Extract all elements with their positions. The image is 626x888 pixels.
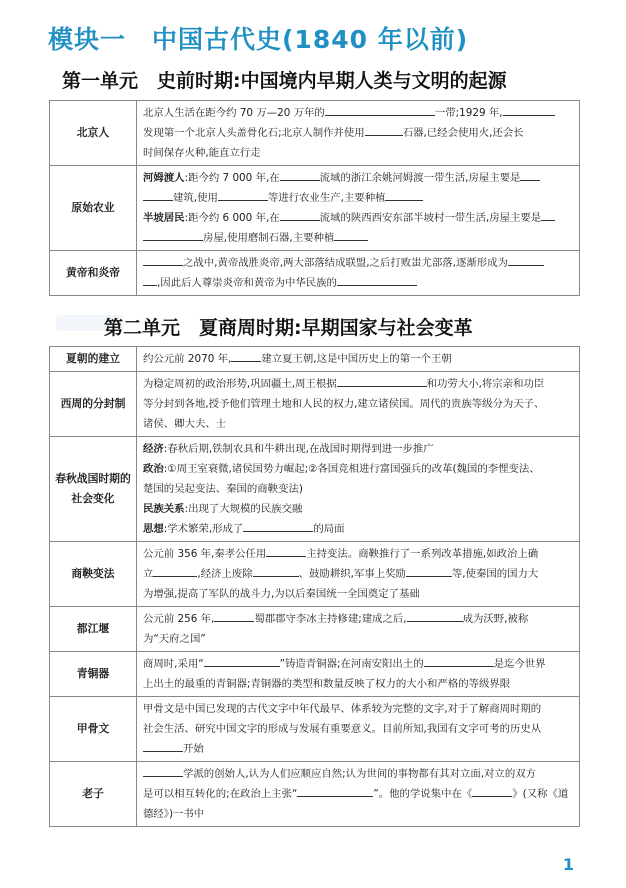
content-label: 思想	[143, 523, 164, 535]
table-row	[50, 762, 580, 827]
content-line	[143, 228, 573, 248]
content-line	[143, 719, 573, 739]
content-text: 建筑,使用	[173, 192, 218, 204]
content-text: 是可以相互转化的;在政治上主张“	[143, 788, 298, 800]
row-key: 甲骨文	[50, 697, 137, 762]
fill-blank[interactable]	[143, 739, 183, 752]
page-title: 模块一 中国古代史(1840 年以前)	[48, 25, 469, 54]
content-text: 公元前 356 年,秦孝公任用	[143, 548, 267, 560]
table-row	[50, 101, 580, 166]
fill-blank[interactable]	[365, 123, 403, 136]
row-content	[137, 347, 580, 372]
row-key: 都江堰	[50, 607, 137, 652]
content-line	[143, 208, 573, 228]
fill-blank[interactable]	[541, 208, 555, 221]
content-text: 学派的创始人,认为人们应顺应自然;认为世间的事物都有其对立面,对立的双方	[183, 768, 536, 780]
content-text: 开始	[183, 743, 204, 755]
row-key: 西周的分封制	[50, 372, 137, 437]
row-key: 黄帝和炎帝	[50, 251, 137, 296]
content-text: 、鼓励耕织,军事上奖励	[298, 568, 406, 580]
fill-blank[interactable]	[406, 564, 452, 577]
page-number: 1	[562, 855, 574, 874]
row-key: 夏朝的建立	[50, 347, 137, 372]
content-text: 发现第一个北京人头盖骨化石;北京人制作并使用	[143, 127, 365, 139]
fill-blank[interactable]	[407, 609, 463, 622]
content-line	[143, 273, 573, 293]
content-line	[143, 143, 573, 163]
content-text: ,因此后人尊崇炎帝和黄帝为中华民族的	[157, 277, 337, 289]
content-text: ”铸造青铜器;在河南安阳出土的	[279, 658, 424, 670]
content-text: 为增强,提高了军队的战斗力,为以后秦国统一全国奠定了基础	[143, 588, 420, 600]
content-text: 等进行农业生产,主要种植	[267, 192, 386, 204]
content-line	[143, 564, 573, 584]
row-content	[137, 762, 580, 827]
content-line	[143, 674, 573, 694]
fill-blank[interactable]	[204, 654, 280, 667]
content-text: 房屋,使用磨制石器,主要种植	[203, 232, 335, 244]
fill-blank[interactable]	[325, 103, 435, 116]
fill-blank[interactable]	[214, 609, 254, 622]
content-text: :①周王室衰微,诸侯国势力崛起;②各国竞相进行富国强兵的改革(魏国的李悝变法、	[163, 463, 540, 475]
content-text: :春秋后期,铁制农具和牛耕出现,在战国时期得到进一步推广	[163, 443, 434, 455]
table-row	[50, 166, 580, 251]
fill-blank[interactable]	[143, 188, 173, 201]
content-text: 北京人生活在距今约 70 万—20 万年的	[143, 107, 325, 119]
content-text: ”。他的学说集中在《	[373, 788, 473, 800]
content-text: 流域的陕西西安东部半坡村一带生活,房屋主要是	[319, 212, 542, 224]
row-content	[137, 652, 580, 697]
content-text: 时间保存火种,能直立行走	[143, 147, 261, 159]
unit-title-1: 第一单元 史前时期:中国境内早期人类与文明的起源	[62, 70, 507, 92]
table-row	[50, 251, 580, 296]
fill-blank[interactable]	[143, 253, 183, 266]
content-line	[143, 609, 573, 629]
content-line	[143, 168, 573, 188]
content-text: :距今约 7 000 年,在	[184, 172, 280, 184]
content-line	[143, 584, 573, 604]
content-text: 建立夏王朝,这是中国历史上的第一个王朝	[261, 353, 452, 365]
content-text: 商周时,采用“	[143, 658, 204, 670]
content-line	[143, 629, 573, 649]
content-text: 上出土的最重的青铜器;青铜器的类型和数量反映了权力的大小和严格的等级界限	[143, 678, 511, 690]
row-key: 青铜器	[50, 652, 137, 697]
row-content	[137, 101, 580, 166]
content-label: 政治	[143, 463, 164, 475]
unit-2-table	[49, 346, 580, 827]
content-line	[143, 784, 573, 804]
content-line	[143, 699, 573, 719]
content-text: :出现了大规模的民族交融	[184, 503, 303, 515]
fill-blank[interactable]	[153, 564, 197, 577]
content-line	[143, 374, 573, 394]
row-content	[137, 372, 580, 437]
row-key: 原始农业	[50, 166, 137, 251]
row-content	[137, 166, 580, 251]
content-text: 流域的浙江余姚河姆渡一带生活,房屋主要是	[319, 172, 521, 184]
content-text: 之战中,黄帝战胜炎帝,两大部落结成联盟,之后打败蚩尤部落,逐渐形成为	[183, 257, 508, 269]
table-row	[50, 372, 580, 437]
content-text: 德经》)一书中	[143, 808, 205, 820]
table-row	[50, 697, 580, 762]
content-text: 成为沃野,被称	[462, 613, 529, 625]
row-content	[137, 697, 580, 762]
fill-blank[interactable]	[424, 654, 494, 667]
unit-title-2: 第二单元 夏商周时期:早期国家与社会变革	[104, 317, 473, 339]
content-label: 民族关系	[143, 503, 185, 515]
fill-blank[interactable]	[143, 764, 183, 777]
content-text: 》(又称《道	[512, 788, 569, 800]
content-text: 为“天府之国”	[143, 633, 206, 645]
content-text: 的局面	[313, 523, 345, 535]
content-text: 公元前 256 年,	[143, 613, 215, 625]
content-line	[143, 394, 573, 414]
fill-blank[interactable]	[334, 228, 368, 241]
content-line	[143, 414, 573, 434]
content-line	[143, 439, 573, 459]
row-key: 春秋战国时期的社会变化	[50, 437, 137, 542]
row-key: 老子	[50, 762, 137, 827]
fill-blank[interactable]	[337, 374, 427, 387]
fill-blank[interactable]	[231, 349, 261, 362]
fill-blank[interactable]	[508, 253, 544, 266]
content-text: 主持变法。商鞅推行了一系列改革措施,如政治上确	[306, 548, 539, 560]
table-row	[50, 652, 580, 697]
row-content	[137, 542, 580, 607]
content-line	[143, 253, 573, 273]
content-text: 社会生活、研究中国文字的形成与发展有重要意义。目前所知,我国有文字可考的历史从	[143, 723, 542, 735]
content-line	[143, 499, 573, 519]
unit-1-table	[49, 100, 580, 296]
content-text: 诸侯、卿大夫、士	[143, 418, 227, 430]
content-line	[143, 479, 573, 499]
content-text: 一带;1929 年,	[434, 107, 503, 119]
content-text: 和功劳大小,将宗亲和功臣	[426, 378, 545, 390]
content-label: 半坡居民	[143, 212, 185, 224]
content-line	[143, 103, 573, 123]
content-line	[143, 459, 573, 479]
fill-blank[interactable]	[253, 564, 299, 577]
row-content	[137, 607, 580, 652]
content-text: 甲骨文是中国已发现的古代文字中年代最早、体系较为完整的文字,对于了解商周时期的	[143, 703, 542, 715]
table-row	[50, 542, 580, 607]
fill-blank[interactable]	[280, 168, 320, 181]
content-line	[143, 188, 573, 208]
content-text: 为稳定周初的政治形势,巩固疆土,周王根据	[143, 378, 337, 390]
fill-blank[interactable]	[280, 208, 320, 221]
table-row	[50, 347, 580, 372]
row-content	[137, 251, 580, 296]
content-text: 蜀郡郡守李冰主持修建;建成之后,	[254, 613, 407, 625]
fill-blank[interactable]	[472, 784, 512, 797]
fill-blank[interactable]	[385, 188, 423, 201]
fill-blank[interactable]	[243, 519, 313, 532]
content-line	[143, 654, 573, 674]
fill-blank[interactable]	[337, 273, 417, 286]
content-line	[143, 349, 573, 369]
content-text: 是迄今世界	[493, 658, 546, 670]
content-text: ,经济上废除	[197, 568, 253, 580]
content-line	[143, 544, 573, 564]
table-row	[50, 607, 580, 652]
fill-blank[interactable]	[143, 228, 203, 241]
fill-blank[interactable]	[503, 103, 555, 116]
content-line	[143, 123, 573, 143]
content-text: 等分封到各地,授予他们管理土地和人民的权力,建立诸侯国。周代的贵族等级分为天子、	[143, 398, 545, 410]
content-label: 河姆渡人	[143, 172, 185, 184]
content-text: 立	[143, 568, 154, 580]
content-line	[143, 804, 573, 824]
content-text: 约公元前 2070 年,	[143, 353, 232, 365]
content-text: 石器,已经会使用火,还会长	[402, 127, 524, 139]
table-row	[50, 437, 580, 542]
content-line	[143, 519, 573, 539]
row-content	[137, 437, 580, 542]
row-key: 商鞅变法	[50, 542, 137, 607]
content-line	[143, 739, 573, 759]
fill-blank[interactable]	[520, 168, 540, 181]
content-label: 经济	[143, 443, 164, 455]
content-text: 等,使秦国的国力大	[451, 568, 539, 580]
content-line	[143, 764, 573, 784]
fill-blank[interactable]	[266, 544, 306, 557]
fill-blank[interactable]	[218, 188, 268, 201]
fill-blank[interactable]	[297, 784, 373, 797]
content-text: :距今约 6 000 年,在	[184, 212, 280, 224]
content-text: 楚国的吴起变法、秦国的商鞅变法)	[143, 483, 303, 495]
row-key: 北京人	[50, 101, 137, 166]
fill-blank[interactable]	[143, 273, 157, 286]
content-text: :学术繁荣,形成了	[163, 523, 244, 535]
